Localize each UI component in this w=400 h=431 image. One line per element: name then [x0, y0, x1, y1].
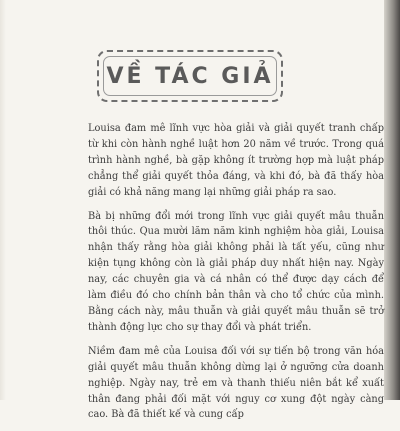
page-title: VỀ TÁC GIẢ [106, 64, 274, 89]
paragraph-3: Niềm đam mê của Louisa đối với sự tiến bộ trong văn hóa giải quyết mâu thuẫn không dừng lại ở ngưỡng cửa doanh nghiệp. Ngày nay, trẻ em và thanh thiếu niên bắt kể xuất thân đang phải đối mặt với nguy cơ xung đột ngày càng cao. Bà đã thiết kế và cung cấp [88, 345, 384, 421]
paragraph-2: Bà bị những đổi mới trong lĩnh vực giải quyết mâu thuẫn thôi thúc. Qua mười lăm năm kinh nghiệm hòa giải, Louisa nhận thấy rằng hòa giải không phải là tất yếu, cũng như kiện tụng không còn là giải pháp duy nhất hiện nay. Ngày nay, các chuyên gia và cá nhân có thể được dạy cách để làm điều đó cho chính bản thân và cho tổ chức của mình. Bằng cách này, mâu thuẫn và giải quyết mâu thuẫn sẽ trở thành động lực cho sự thay đổi và phát triển. [88, 210, 384, 333]
page-gutter-shadow [0, 0, 6, 400]
body-text [88, 121, 384, 431]
paragraph-1: Louisa đam mê lĩnh vực hòa giải và giải quyết tranh chấp từ khi còn hành nghề luật hơn 20 năm về trước. Trong quá trình hành nghề, bà gặp không ít trường hợp mà luật pháp chẳng thể giải quyết thỏa đáng, và khi đó, bà đã thấy hòa giải có khả năng mang lại những giải pháp ra sao. [88, 123, 384, 198]
page-edge-shadow [384, 0, 400, 400]
title-frame [97, 50, 283, 102]
